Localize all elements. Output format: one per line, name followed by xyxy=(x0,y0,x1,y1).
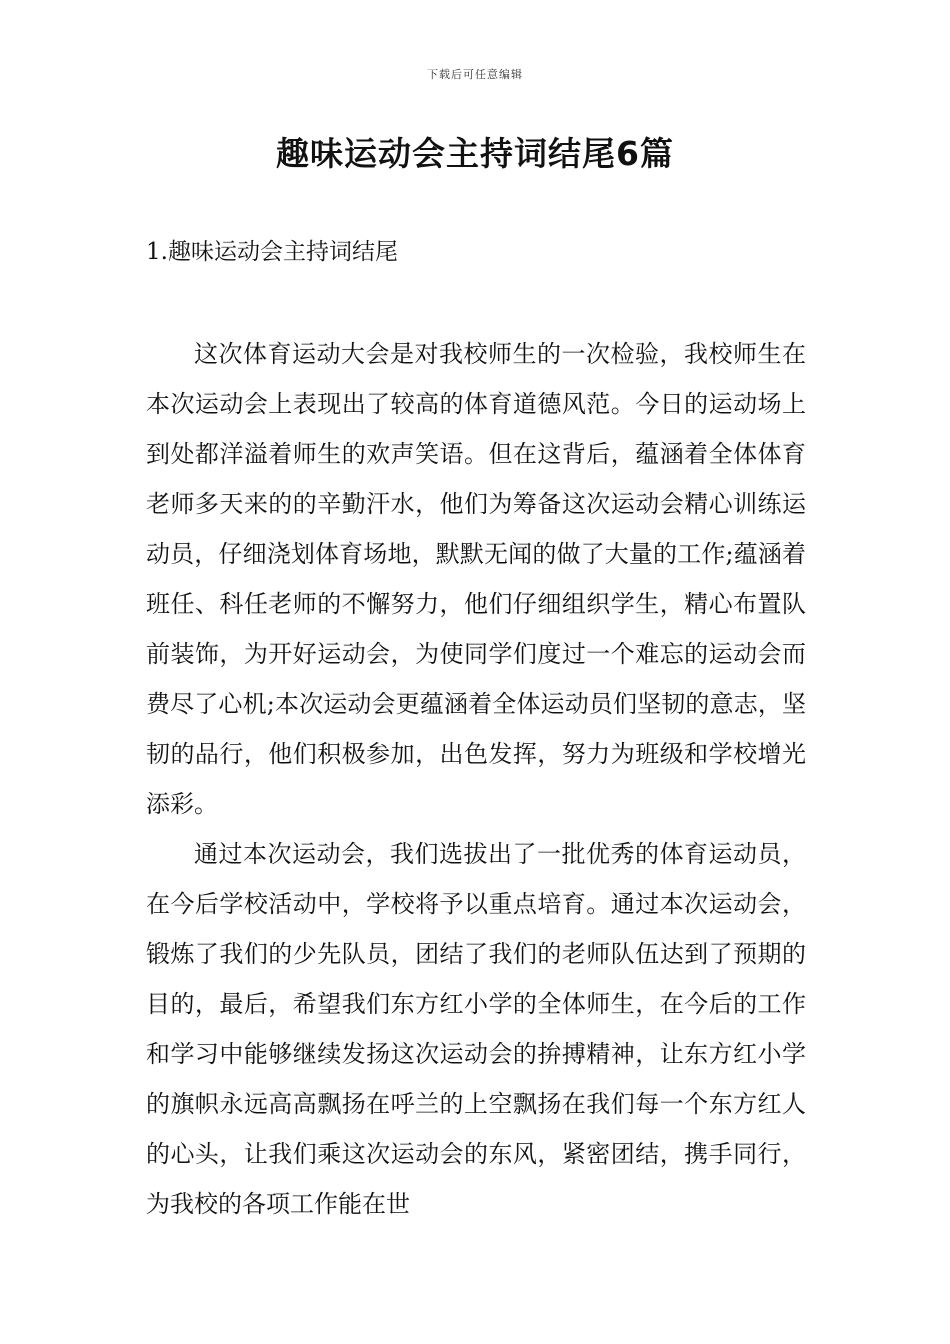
section-heading: 1.趣味运动会主持词结尾 xyxy=(146,239,398,265)
paragraph: 这次体育运动大会是对我校师生的一次检验，我校师生在本次运动会上表现出了较高的体育道德风范。今日的运动场上到处都洋溢着师生的欢声笑语。但在这背后，蕴涵着全体体育老师多天来的的辛勤汗水，他们为筹备这次运动会精心训练运动员，仔细浇划体育场地，默默无闻的做了大量的工作;蕴涵着班任、科任老师的不懈努力，他们仔细组织学生，精心布置队前装饰，为开好运动会，为使同学们度过一个难忘的运动会而费尽了心机;本次运动会更蕴涵着全体运动员们坚韧的意志，坚韧的品行，他们积极参加，出色发挥，努力为班级和学校增光添彩。 xyxy=(146,340,806,818)
document-body xyxy=(146,329,806,1229)
paragraph: 通过本次运动会，我们选拔出了一批优秀的体育运动员，在今后学校活动中，学校将予以重点培育。通过本次运动会，锻炼了我们的少先队员，团结了我们的老师队伍达到了预期的目的，最后，希望我们东方红小学的全体师生，在今后的工作和学习中能够继续发扬这次运动会的拚搏精神，让东方红小学的旗帜永远高高飘扬在呼兰的上空飘扬在我们每一个东方红人的心头，让我们乘这次运动会的东风，紧密团结，携手同行，为我校的各项工作能在世 xyxy=(146,840,806,1218)
header-note: 下载后可任意编辑 xyxy=(427,68,523,81)
document-title: 趣味运动会主持词结尾6篇 xyxy=(276,134,674,173)
